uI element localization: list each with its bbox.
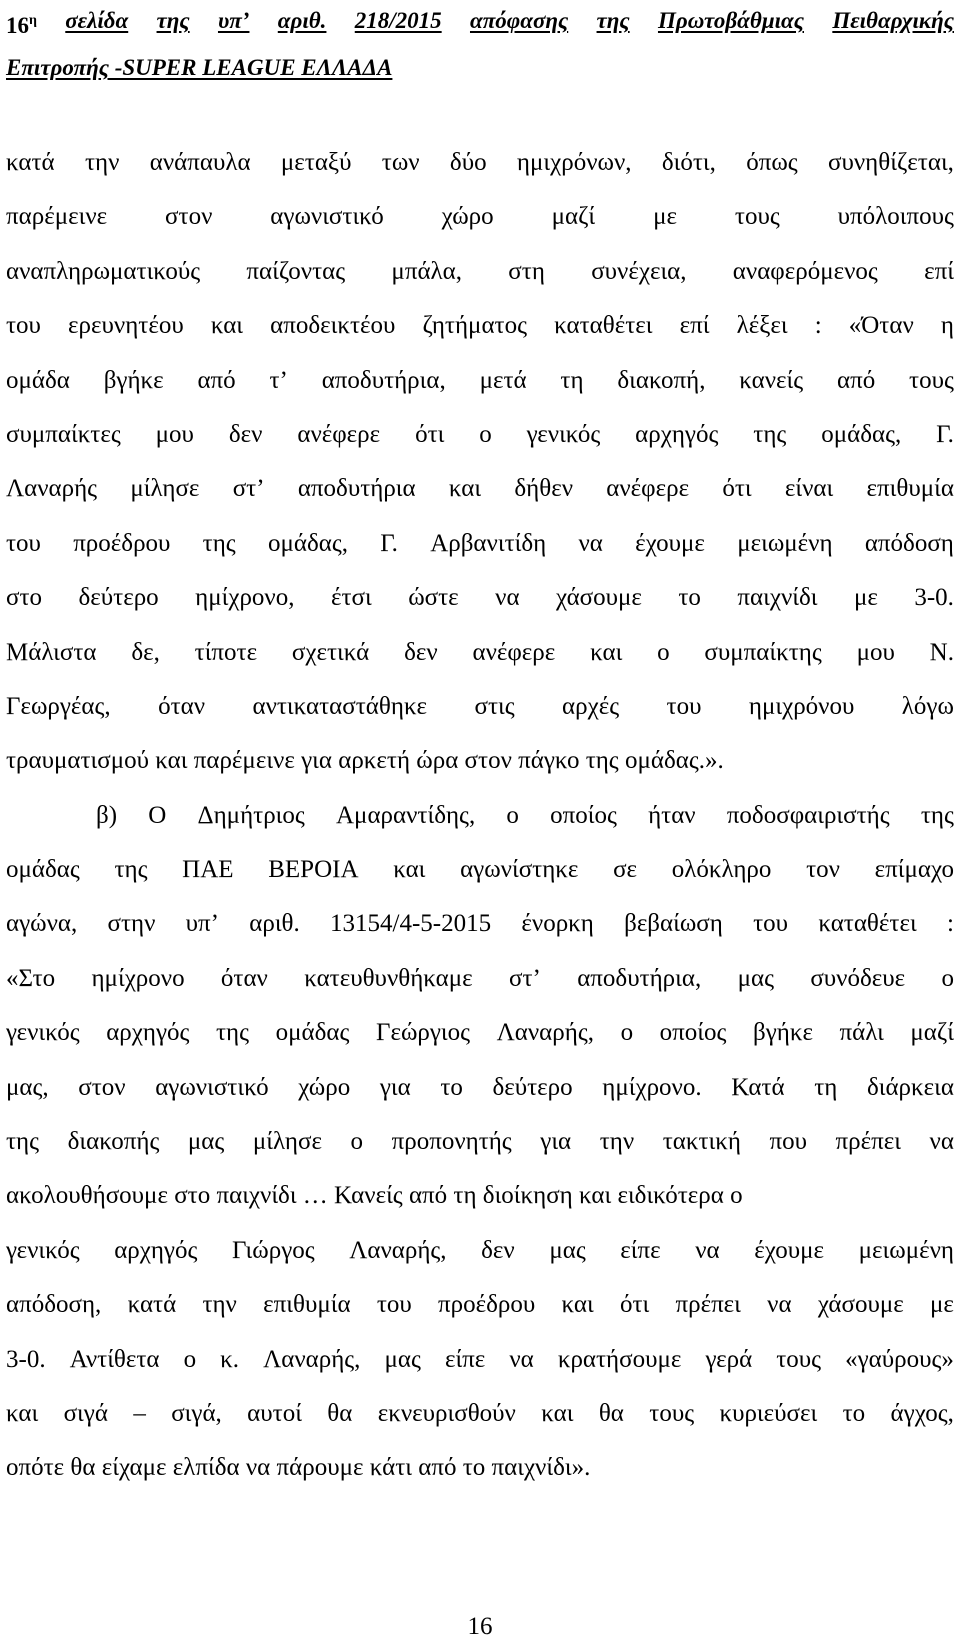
body-line xyxy=(6,897,954,951)
word: κυριεύσει xyxy=(719,1399,818,1427)
word: Λαναρής, xyxy=(349,1236,447,1264)
word: ομάδα xyxy=(6,366,70,394)
word: βγήκε xyxy=(103,366,164,394)
header-line-2: Επιτροπής -SUPER LEAGUE ΕΛΛΑΔΑ xyxy=(6,55,393,80)
body-line: τραυματισμού και παρέμεινε για αρκετή ώρα στον πάγκο της ομάδας.». xyxy=(6,747,724,775)
word: χάσουμε xyxy=(556,584,642,612)
word: αποδυτήρια xyxy=(297,475,416,503)
body-line xyxy=(6,952,954,1006)
word: διάρκεια xyxy=(866,1073,954,1101)
word: ερευνητέου xyxy=(68,312,184,340)
word: του xyxy=(753,910,789,938)
word: Αμαραντίδης, xyxy=(336,801,476,829)
word: να xyxy=(495,584,520,612)
word: με xyxy=(853,584,878,612)
word: ο xyxy=(506,801,519,829)
word: του xyxy=(6,312,41,340)
word: να xyxy=(767,1291,792,1319)
word: Λαναρής, xyxy=(496,1019,594,1047)
body-line xyxy=(6,1387,954,1441)
word: ότι xyxy=(722,475,752,503)
word: δεν xyxy=(481,1236,515,1264)
body-line xyxy=(6,571,954,625)
word: ο xyxy=(479,420,492,448)
word: διότι, xyxy=(661,149,716,176)
word: ομάδας xyxy=(275,1019,350,1047)
word: δεν xyxy=(404,638,438,666)
word: για xyxy=(379,1073,411,1101)
word: προέδρου xyxy=(73,529,171,557)
word: και xyxy=(448,475,482,503)
body-line xyxy=(6,843,954,897)
word: και xyxy=(210,312,244,340)
word: τον xyxy=(806,856,840,884)
word: της xyxy=(753,420,787,448)
body-line xyxy=(6,354,954,408)
word: μου xyxy=(856,638,895,666)
word: σιγά, xyxy=(171,1399,222,1427)
word: τίποτε xyxy=(194,638,258,666)
word: οποίος xyxy=(550,801,617,829)
word: έχουμε xyxy=(635,529,705,557)
word: – xyxy=(133,1399,146,1427)
word: όπως xyxy=(746,149,798,176)
word: παιχνίδι xyxy=(737,584,818,612)
word: μεταξύ xyxy=(280,149,352,176)
word: Αρβανιτίδη xyxy=(430,529,547,557)
word: όταν xyxy=(158,692,206,720)
word: επιθυμία xyxy=(866,475,954,503)
word: μπάλα, xyxy=(391,257,463,285)
word: Κατά xyxy=(731,1073,785,1101)
word: επί xyxy=(924,257,954,285)
word: ότι xyxy=(415,420,445,448)
word: και xyxy=(590,638,623,666)
word: : xyxy=(946,910,954,938)
document-body xyxy=(6,136,954,1496)
word: του xyxy=(666,692,702,720)
word: επίμαχο xyxy=(874,856,954,884)
body-line xyxy=(6,1006,954,1060)
word: θα xyxy=(598,1399,624,1427)
word: Γιώργος xyxy=(231,1236,315,1264)
header-word: Πειθαρχικής xyxy=(832,8,954,33)
body-line xyxy=(6,190,954,244)
word: αγωνιστικό xyxy=(270,203,384,231)
word: ανέφερε xyxy=(472,638,556,666)
word: ο xyxy=(350,1128,364,1156)
word: σιγά xyxy=(63,1399,108,1427)
word: Γ. xyxy=(936,420,954,448)
word: την xyxy=(84,149,120,176)
body-line xyxy=(6,789,954,843)
word: τους xyxy=(649,1399,695,1427)
header-word: 218/2015 xyxy=(354,8,442,33)
word: δήθεν xyxy=(514,475,574,503)
word: ο xyxy=(657,638,670,666)
word: με xyxy=(929,1291,954,1319)
word: ομάδας, xyxy=(821,420,902,448)
word: καταθέτει xyxy=(554,312,653,340)
word: μας xyxy=(737,964,774,992)
header-word: της xyxy=(156,8,190,33)
word: γερά xyxy=(705,1345,753,1373)
body-line xyxy=(6,1061,954,1115)
word: μίλησε xyxy=(130,475,200,503)
word: η xyxy=(940,312,954,340)
word: αντικαταστάθηκε xyxy=(252,692,428,720)
word: άγχος, xyxy=(890,1399,954,1427)
word: συμπαίκτες xyxy=(6,420,121,448)
word: διακοπής xyxy=(67,1128,160,1156)
word: Λαναρής, xyxy=(263,1345,361,1373)
word: κρατήσουμε xyxy=(557,1345,682,1373)
word: συνηθίζεται, xyxy=(828,149,954,176)
header-word: απόφασης xyxy=(469,8,569,33)
word: των xyxy=(381,149,420,176)
word: καταθέτει xyxy=(818,910,917,938)
header-line-1 xyxy=(6,0,954,47)
word: κ. xyxy=(220,1345,240,1373)
word: στ’ xyxy=(509,964,541,992)
word: κατευθυνθήκαμε xyxy=(304,964,473,992)
word: κατά xyxy=(6,149,55,176)
word: επί xyxy=(679,312,710,340)
word: ένορκη xyxy=(521,910,594,938)
body-line xyxy=(6,1333,954,1387)
word: γενικός xyxy=(526,420,601,448)
word: μας xyxy=(549,1236,586,1264)
word: πρέπει xyxy=(675,1291,741,1319)
word: 13154/4-5-2015 xyxy=(330,910,492,938)
body-line: ακολουθήσουμε στο παιχνίδι … Κανείς από τη διοίκηση και ειδικότερα ο xyxy=(6,1182,743,1210)
word: ομάδας, xyxy=(267,529,348,557)
word: απόδοση xyxy=(864,529,954,557)
page-header xyxy=(6,0,954,89)
word: μετά xyxy=(479,366,527,394)
word: στον xyxy=(165,203,213,231)
word: Μάλιστα xyxy=(6,638,97,666)
word: το xyxy=(440,1073,463,1101)
word: αρχές xyxy=(562,692,620,720)
word: του xyxy=(6,529,41,557)
word: τους xyxy=(734,203,780,231)
word: οποίος xyxy=(659,1019,727,1047)
word: στον xyxy=(78,1073,126,1101)
word: ότι xyxy=(619,1291,650,1319)
word: δύο xyxy=(449,149,487,176)
word: αρχηγός xyxy=(106,1019,190,1047)
word: : xyxy=(814,312,822,340)
word: βεβαίωση xyxy=(624,910,723,938)
word: λόγω xyxy=(901,692,954,720)
word: το xyxy=(842,1399,866,1427)
header-word: της xyxy=(596,8,630,33)
word: β) xyxy=(96,801,118,829)
word: του xyxy=(376,1291,412,1319)
word: αποδυτήρια, xyxy=(577,964,702,992)
word: μίλησε xyxy=(252,1128,322,1156)
body-line xyxy=(6,680,954,734)
word: αυτοί xyxy=(247,1399,302,1427)
word: ημίχρονο. xyxy=(602,1073,702,1101)
word: ημιχρόνου xyxy=(748,692,855,720)
word: απόδοση, xyxy=(6,1291,102,1319)
word: θα xyxy=(327,1399,353,1427)
word: ο xyxy=(620,1019,634,1047)
header-word: Πρωτοβάθμιας xyxy=(657,8,804,33)
body-line xyxy=(6,1115,954,1169)
body-line xyxy=(6,1278,954,1332)
body-line xyxy=(6,626,954,680)
word: αγωνιστικό xyxy=(155,1073,269,1101)
word: έχουμε xyxy=(754,1236,825,1264)
word: έτσι xyxy=(330,584,372,612)
word: και xyxy=(541,1399,574,1427)
word: Γεωργέας, xyxy=(6,692,111,720)
body-line xyxy=(6,517,954,571)
word: όταν xyxy=(220,964,268,992)
word: αναπληρωματικούς xyxy=(6,257,201,285)
word: Γ. xyxy=(380,529,398,557)
word: τ’ xyxy=(269,366,288,394)
word: της xyxy=(216,1019,250,1047)
word: χώρο xyxy=(441,203,494,231)
body-line xyxy=(6,136,954,190)
word: σχετικά xyxy=(291,638,370,666)
word: «γαύρους» xyxy=(845,1345,954,1373)
word: την xyxy=(599,1128,635,1156)
word: επιθυμία xyxy=(263,1291,351,1319)
word: Γεώργιος xyxy=(376,1019,471,1047)
word: ήταν xyxy=(648,801,696,829)
word: ανέφερε xyxy=(606,475,690,503)
word: ΠΑΕ xyxy=(182,856,234,884)
word: είπε xyxy=(620,1236,661,1264)
word: ποδοσφαιριστής xyxy=(726,801,890,829)
word: υπόλοιπους xyxy=(837,203,954,231)
word: γενικός xyxy=(6,1019,80,1047)
word: αγώνα, xyxy=(6,910,78,938)
body-line xyxy=(6,245,954,299)
body-line xyxy=(6,462,954,516)
word: Ο xyxy=(148,801,167,829)
word: αρχηγός xyxy=(114,1236,198,1264)
word: είπε xyxy=(444,1345,486,1373)
word: συμπαίκτης xyxy=(704,638,822,666)
word: μου xyxy=(155,420,194,448)
body-line xyxy=(6,408,954,462)
word: λέξει xyxy=(736,312,788,340)
header-word: υπ’ xyxy=(217,8,250,33)
word: μαζί xyxy=(910,1019,954,1047)
word: από xyxy=(837,366,876,394)
word: 3-0. xyxy=(914,584,954,612)
word: να xyxy=(695,1236,720,1264)
word: δεύτερο xyxy=(492,1073,573,1101)
body-line xyxy=(6,1224,954,1278)
word: αναφερόμενος xyxy=(732,257,878,285)
word: 3-0. xyxy=(6,1345,46,1373)
word: μας xyxy=(384,1345,421,1373)
word: να xyxy=(929,1128,954,1156)
header-word: σελίδα xyxy=(65,8,129,33)
word: της xyxy=(114,856,148,884)
word: χάσουμε xyxy=(817,1291,904,1319)
word: ανέφερε xyxy=(297,420,381,448)
word: ημιχρόνων, xyxy=(516,149,632,176)
word: το xyxy=(678,584,701,612)
word: κανείς xyxy=(739,366,804,394)
header-word: αριθ. xyxy=(277,8,327,33)
word: Δημήτριος xyxy=(197,801,305,829)
word: ολόκληρο xyxy=(671,856,772,884)
word: την xyxy=(202,1291,237,1319)
word: δεύτερο xyxy=(78,584,159,612)
word: πάλι xyxy=(839,1019,884,1047)
header-page-number: $16^\eta$ xyxy=(6,13,37,38)
word: συνόδευε xyxy=(810,964,906,992)
word: στο xyxy=(6,584,43,612)
word: που xyxy=(769,1128,807,1156)
word: της xyxy=(6,1128,40,1156)
word: γενικός xyxy=(6,1236,80,1264)
word: αγωνίστηκε xyxy=(460,856,579,884)
word: τους xyxy=(776,1345,822,1373)
word: ώστε xyxy=(408,584,459,612)
word: μαζί xyxy=(551,203,596,231)
word: και xyxy=(393,856,426,884)
word: τη xyxy=(814,1073,838,1101)
word: στην xyxy=(107,910,156,938)
word: συνέχεια, xyxy=(591,257,687,285)
word: δε, xyxy=(131,638,160,666)
page-footer-number: 16 xyxy=(467,1613,493,1640)
word: από xyxy=(197,366,236,394)
word: ζητήματος xyxy=(422,312,528,340)
word: ημίχρονο, xyxy=(195,584,295,612)
word: ημίχρονο xyxy=(91,964,185,992)
word: προπονητής xyxy=(391,1128,512,1156)
word: ο xyxy=(941,964,954,992)
word: αρχηγός xyxy=(635,420,719,448)
word: της xyxy=(202,529,236,557)
word: παρέμεινε xyxy=(6,203,108,231)
word: κατά xyxy=(127,1291,177,1319)
word: σε xyxy=(613,856,638,884)
word: «Στο xyxy=(6,964,56,992)
word: διακοπή, xyxy=(617,366,706,394)
word: τακτική xyxy=(662,1128,741,1156)
word: με xyxy=(653,203,677,231)
word: «Όταν xyxy=(848,312,914,340)
word: αριθ. xyxy=(249,910,300,938)
word: Ν. xyxy=(929,638,954,666)
word: βγήκε xyxy=(753,1019,813,1047)
word: Λαναρής xyxy=(6,475,98,503)
body-line xyxy=(6,299,954,353)
word: ο xyxy=(183,1345,197,1373)
word: ομάδας xyxy=(6,856,80,884)
word: παίζοντας xyxy=(246,257,346,285)
word: στη xyxy=(508,257,545,285)
word: αποδεικτέου xyxy=(270,312,396,340)
word: δεν xyxy=(228,420,263,448)
word: της xyxy=(920,801,954,829)
word: τη xyxy=(560,366,584,394)
word: μειωμένη xyxy=(737,529,833,557)
word: προέδρου xyxy=(438,1291,536,1319)
word: να xyxy=(509,1345,534,1373)
word: μας xyxy=(187,1128,225,1156)
word: Αντίθετα xyxy=(69,1345,160,1373)
word: στ’ xyxy=(232,475,265,503)
word: αποδυτήρια, xyxy=(321,366,446,394)
word: στις xyxy=(474,692,515,720)
word: ΒΕΡΟΙΑ xyxy=(268,856,359,884)
word: υπ’ xyxy=(185,910,219,938)
word: ανάπαυλα xyxy=(149,149,251,176)
word: μας, xyxy=(6,1073,49,1101)
word: είναι xyxy=(784,475,834,503)
word: εκνευρισθούν xyxy=(377,1399,516,1427)
word: και xyxy=(6,1399,39,1427)
word: να xyxy=(578,529,603,557)
word: τους xyxy=(909,366,954,394)
word: και xyxy=(561,1291,594,1319)
word: για xyxy=(540,1128,572,1156)
word: πρέπει xyxy=(835,1128,901,1156)
word: χώρο xyxy=(298,1073,351,1101)
body-line: οπότε θα είχαμε ελπίδα να πάρουμε κάτι από το παιχνίδι». xyxy=(6,1454,591,1482)
word: μειωμένη xyxy=(858,1236,954,1264)
